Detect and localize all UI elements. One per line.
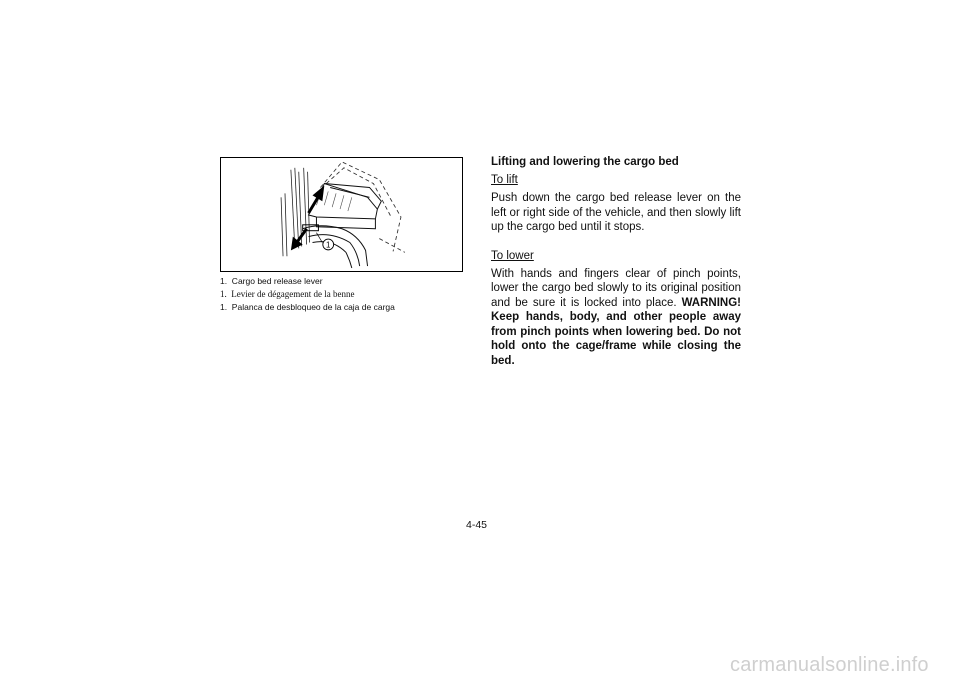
lower-paragraph [491, 267, 741, 369]
cargo-bed-illustration [220, 157, 463, 272]
callout-number: 1 [326, 240, 331, 250]
page-number: 4-45 [466, 519, 488, 531]
lower-subheading: To lower [491, 249, 534, 262]
watermark: carmanualsonline.info [730, 654, 929, 676]
caption-spanish: 1. Palanca de desbloqueo de la caja de carga [220, 302, 395, 312]
caption-french: 1. Levier de dégagement de la benne [220, 289, 355, 299]
lift-subheading: To lift [491, 174, 518, 186]
caption-english: 1. Cargo bed release lever [220, 276, 323, 286]
instructions-column [491, 155, 741, 368]
figure-captions [220, 276, 480, 315]
lower-text: With hands and fingers clear of pinch points, lower the cargo bed slowly to its original position and be sure it is locked into place. [491, 267, 741, 309]
cargo-bed-drawing [221, 158, 462, 271]
warning-text: WARNING! Keep hands, body, and other people away from pinch points when lowering bed. Do not hold onto the cage/frame while closing the bed. [491, 296, 741, 367]
section-heading: Lifting and lowering the cargo bed [491, 156, 679, 168]
lift-paragraph: Push down the cargo bed release lever on the left or right side of the vehicle, and then slowly lift up the cargo bed until it stops. [491, 192, 741, 233]
